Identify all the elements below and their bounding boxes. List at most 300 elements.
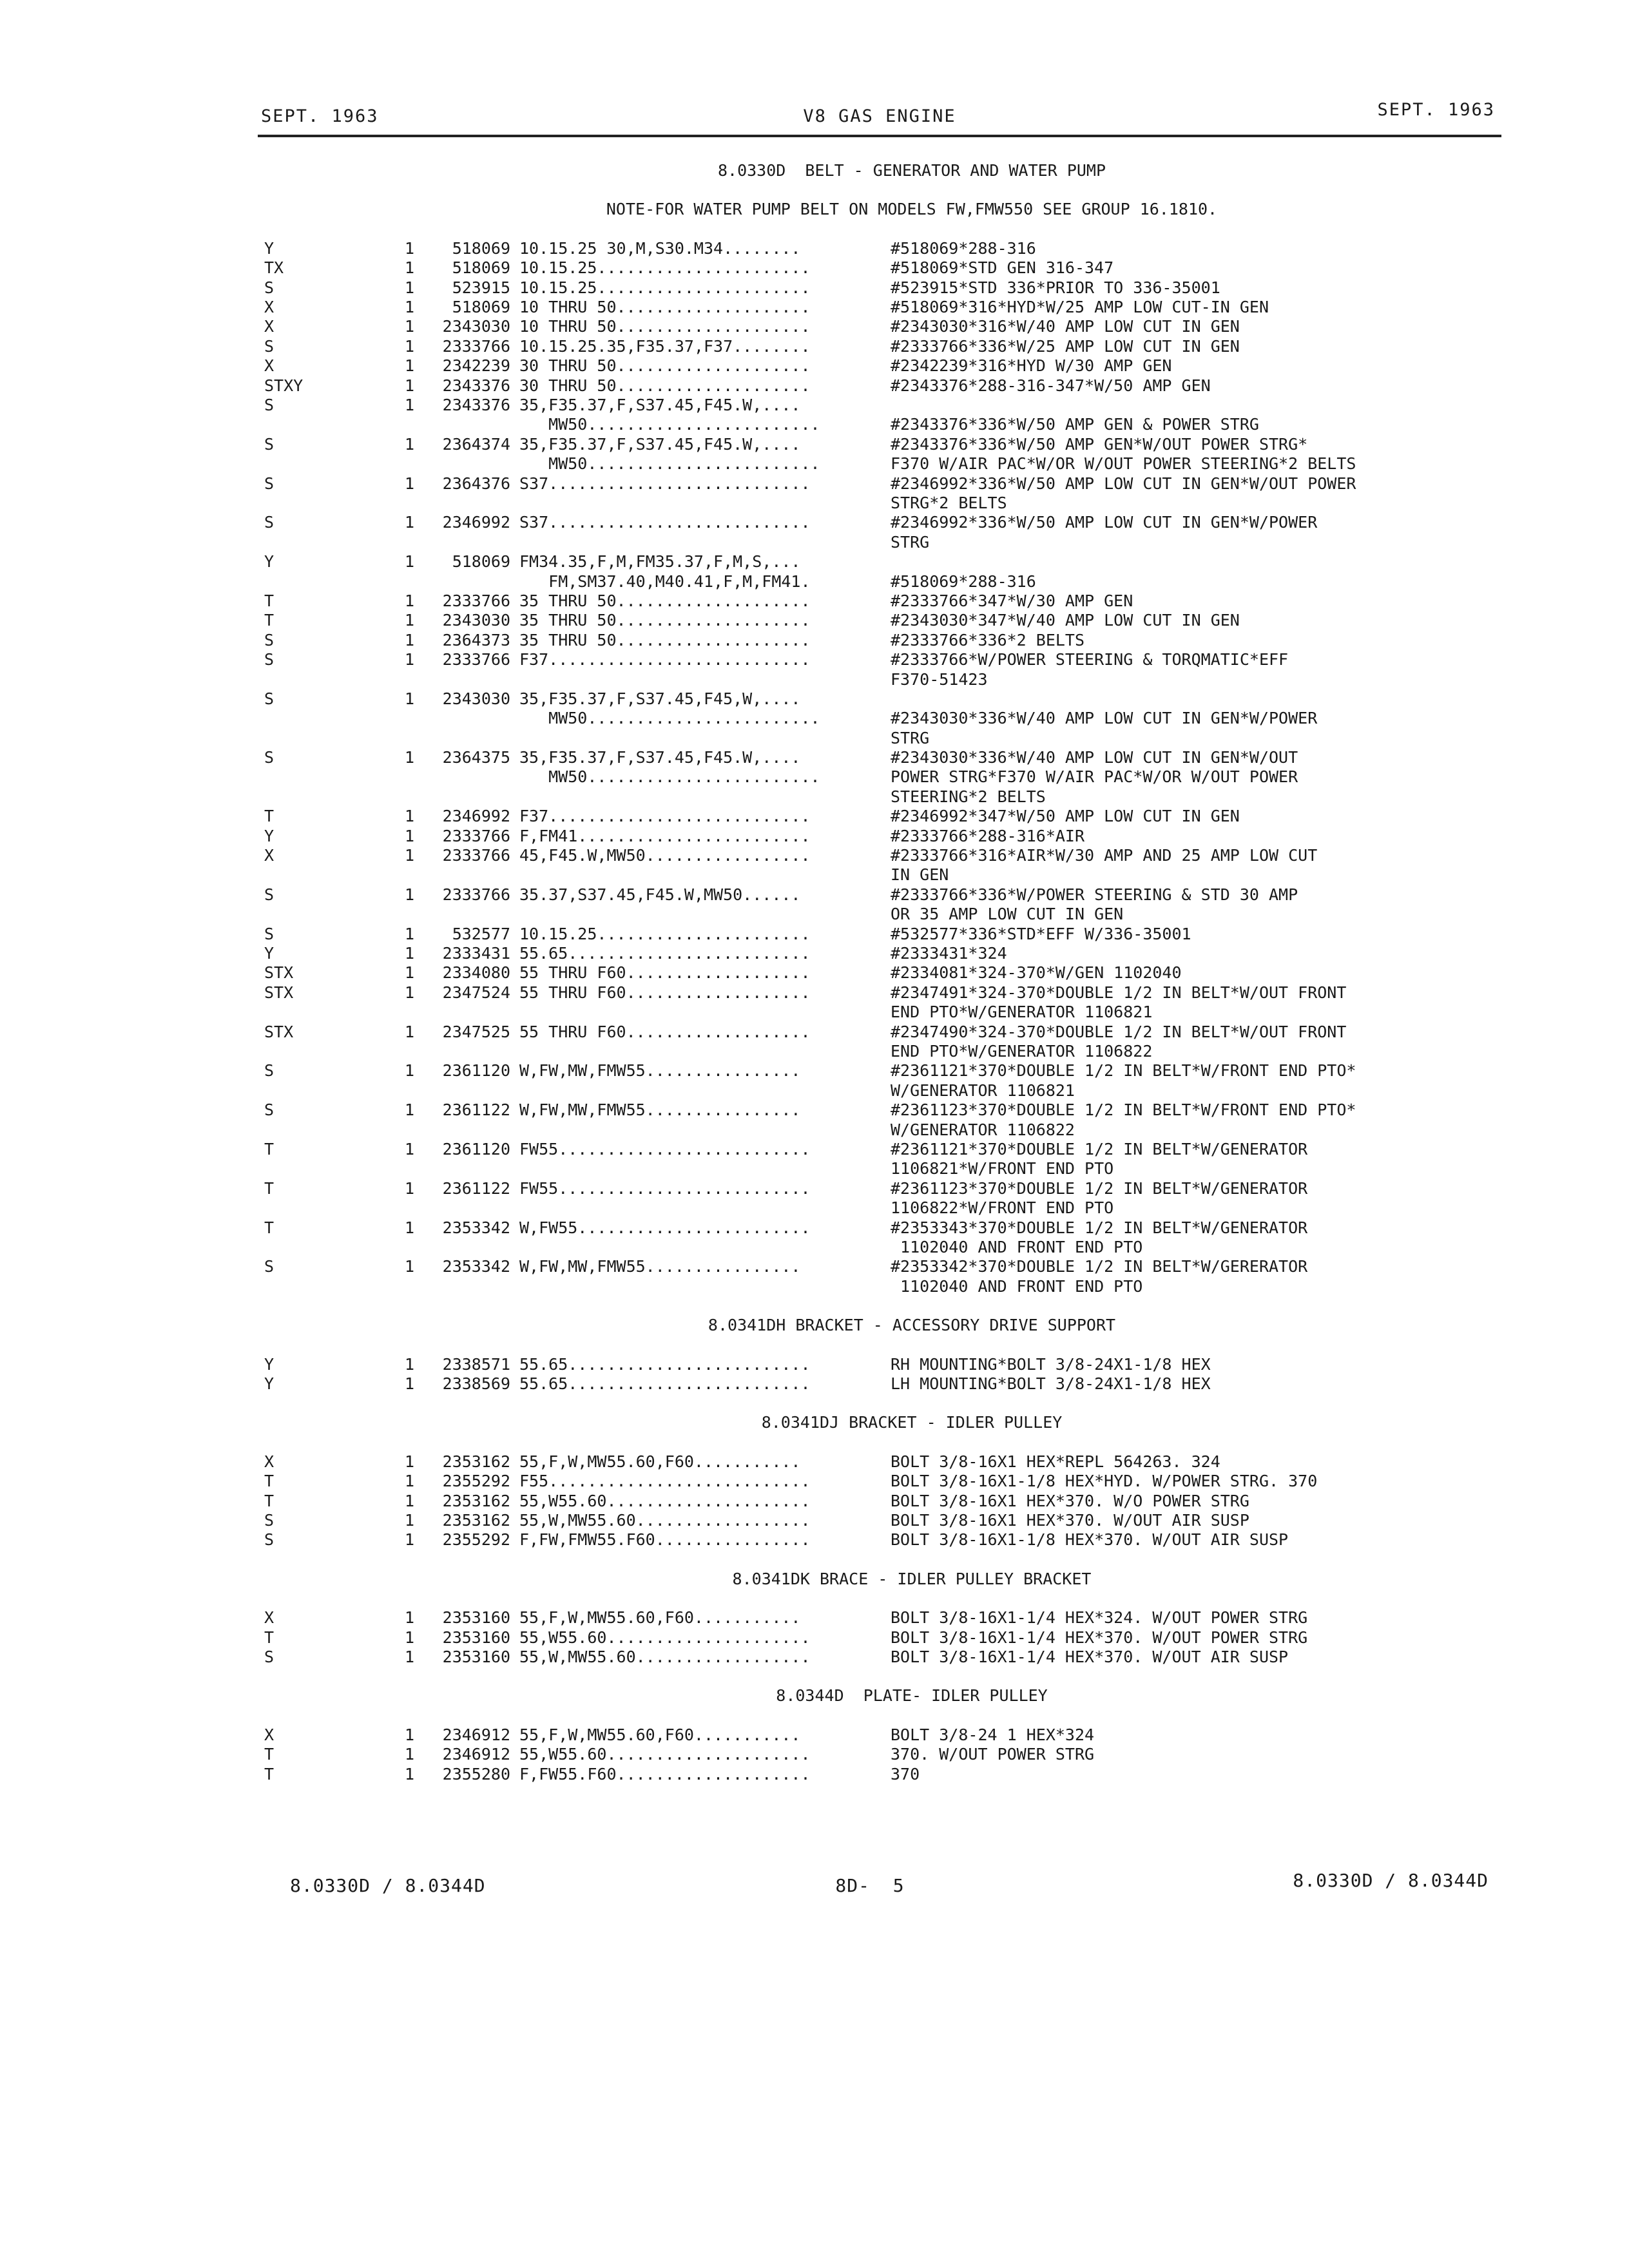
remarks-line: #2353342*370*DOUBLE 1/2 IN BELT*W/GERERATOR xyxy=(891,1257,1308,1276)
model-application xyxy=(519,748,820,787)
section-title: 8.0344D PLATE- IDLER PULLEY xyxy=(776,1686,1048,1706)
remarks-line: STRG xyxy=(891,532,930,552)
remarks-line: F370 W/AIR PAC*W/OR W/OUT POWER STEERING*2 BELTS xyxy=(891,454,1356,474)
part-row xyxy=(264,1608,1501,1628)
part-number: 2343030 xyxy=(442,611,510,630)
application-line: 35,F35.37,F,S37.45,F45,W,.... xyxy=(519,689,801,708)
application-line: W,FW55........................ xyxy=(519,1218,811,1237)
application-line: 55 THRU F60................... xyxy=(519,1022,811,1041)
quantity: 1 xyxy=(405,630,415,649)
part-row xyxy=(264,1530,1501,1550)
part-number: 2333431 xyxy=(442,944,510,963)
part-row xyxy=(264,1140,1501,1179)
part-number: 2364374 xyxy=(442,434,510,454)
remarks-line: #518069*288-316 xyxy=(891,572,1036,591)
section-title: 8.0341DJ BRACKET - IDLER PULLEY xyxy=(761,1413,1063,1432)
model-code: X xyxy=(264,317,275,336)
part-row xyxy=(264,1628,1501,1648)
application-line: 10.15.25...................... xyxy=(519,924,811,943)
part-remarks xyxy=(891,1061,1356,1100)
model-code: T xyxy=(264,1745,275,1764)
part-remarks xyxy=(891,925,1191,944)
quantity: 1 xyxy=(405,944,415,963)
part-number: 2343030 xyxy=(442,689,510,708)
remarks-line xyxy=(891,396,1259,415)
model-application xyxy=(519,1648,811,1667)
model-application xyxy=(519,1140,811,1159)
remarks-line: #518069*STD GEN 316-347 xyxy=(891,258,1114,278)
part-number: 2333766 xyxy=(442,591,510,610)
quantity: 1 xyxy=(405,317,415,336)
part-row xyxy=(264,885,1501,925)
remarks-line: 1106821*W/FRONT END PTO xyxy=(891,1159,1114,1178)
application-line: 30 THRU 50.................... xyxy=(519,376,811,395)
part-number: 2342239 xyxy=(442,356,510,376)
model-code: S xyxy=(264,1100,275,1120)
quantity: 1 xyxy=(405,1178,415,1198)
model-code: STX xyxy=(264,1022,294,1041)
part-number: 2333766 xyxy=(442,826,510,845)
remarks-line: F370-51423 xyxy=(891,669,988,689)
part-row xyxy=(264,944,1501,963)
part-row xyxy=(264,337,1501,356)
remarks-line: OR 35 AMP LOW CUT IN GEN xyxy=(891,905,1124,924)
model-code: T xyxy=(264,1218,275,1237)
part-row xyxy=(264,1492,1501,1511)
part-row xyxy=(264,278,1501,298)
model-code: X xyxy=(264,846,275,865)
part-number: 2334080 xyxy=(442,963,510,983)
quantity: 1 xyxy=(405,826,415,845)
part-row xyxy=(264,435,1501,474)
model-code: Y xyxy=(264,1354,275,1374)
model-application xyxy=(519,1765,811,1784)
application-line: 35,F35.37,F,S37.45,F45.W,.... xyxy=(519,748,801,767)
part-number: 2346912 xyxy=(442,1745,510,1764)
part-remarks xyxy=(891,435,1356,474)
model-application xyxy=(519,1355,811,1374)
part-number: 2346992 xyxy=(442,807,510,826)
footer-section-range-left: 8.0330D / 8.0344D xyxy=(290,1875,486,1896)
page-header xyxy=(258,100,1501,137)
model-code: T xyxy=(264,1472,275,1491)
part-remarks xyxy=(891,1745,1094,1764)
quantity: 1 xyxy=(405,1647,415,1666)
application-line: 55.65......................... xyxy=(519,944,811,963)
remarks-line: END PTO*W/GENERATOR 1106821 xyxy=(891,1003,1153,1022)
quantity: 1 xyxy=(405,611,415,630)
part-number: 2361122 xyxy=(442,1100,510,1120)
quantity: 1 xyxy=(405,1725,415,1744)
remarks-line: 370. W/OUT POWER STRG xyxy=(891,1745,1095,1764)
model-application xyxy=(519,650,811,669)
model-code: T xyxy=(264,591,275,610)
quantity: 1 xyxy=(405,924,415,943)
part-row xyxy=(264,298,1501,317)
model-code: T xyxy=(264,1491,275,1510)
application-line: 55,F,W,MW55.60,F60........... xyxy=(519,1452,801,1471)
model-code: Y xyxy=(264,1374,275,1393)
application-line: MW50........................ xyxy=(519,415,820,434)
application-line: W,FW,MW,FMW55................ xyxy=(519,1061,801,1081)
section-note: NOTE-FOR WATER PUMP BELT ON MODELS FW,FMW550 SEE GROUP 16.1810. xyxy=(606,200,1218,219)
model-application xyxy=(519,827,811,846)
model-code: Y xyxy=(264,552,275,572)
model-application xyxy=(519,396,820,435)
page-footer xyxy=(290,1870,1489,1901)
part-remarks xyxy=(891,611,1240,630)
part-remarks xyxy=(891,317,1240,336)
application-line: 55,F,W,MW55.60,F60........... xyxy=(519,1608,801,1628)
remarks-line: BOLT 3/8-24 1 HEX*324 xyxy=(891,1725,1095,1744)
quantity: 1 xyxy=(405,1491,415,1510)
quantity: 1 xyxy=(405,278,415,297)
model-code: S xyxy=(264,748,275,767)
application-line: 10 THRU 50.................... xyxy=(519,317,811,336)
application-line: 55,F,W,MW55.60,F60........... xyxy=(519,1725,801,1744)
application-line: FM34.35,F,M,FM35.37,F,M,S,... xyxy=(519,552,801,572)
model-code: S xyxy=(264,395,275,414)
model-application xyxy=(519,1745,811,1764)
part-remarks xyxy=(891,631,1084,650)
model-application xyxy=(519,1023,811,1042)
part-remarks xyxy=(891,963,1182,983)
remarks-line: STRG*2 BELTS xyxy=(891,493,1007,512)
model-code: T xyxy=(264,1140,275,1158)
part-row xyxy=(264,1023,1501,1062)
model-code: S xyxy=(264,1257,275,1276)
application-line: 55,W,MW55.60.................. xyxy=(519,1647,811,1666)
part-remarks xyxy=(891,748,1298,807)
section-title: 8.0341DH BRACKET - ACCESSORY DRIVE SUPPORT xyxy=(708,1316,1116,1335)
quantity: 1 xyxy=(405,748,415,767)
part-row xyxy=(264,1648,1501,1667)
remarks-line: #2343030*316*W/40 AMP LOW CUT IN GEN xyxy=(891,317,1240,336)
quantity: 1 xyxy=(405,513,415,532)
quantity: 1 xyxy=(405,1608,415,1628)
remarks-line: BOLT 3/8-16X1-1/4 HEX*370. W/OUT AIR SUSP xyxy=(891,1647,1289,1666)
quantity: 1 xyxy=(405,1452,415,1471)
remarks-line: STRG xyxy=(891,728,930,747)
application-line: 55,W,MW55.60.................. xyxy=(519,1510,811,1530)
quantity: 1 xyxy=(405,297,415,316)
part-remarks xyxy=(891,376,1211,396)
part-row xyxy=(264,1374,1501,1394)
model-code: Y xyxy=(264,826,275,845)
part-row xyxy=(264,689,1501,748)
quantity: 1 xyxy=(405,963,415,983)
remarks-line: #2361123*370*DOUBLE 1/2 IN BELT*W/GENERATOR xyxy=(891,1178,1308,1198)
model-code: X xyxy=(264,297,275,316)
section-gap xyxy=(264,1589,1501,1608)
part-number: 2333766 xyxy=(442,650,510,669)
quantity: 1 xyxy=(405,1140,415,1158)
part-remarks xyxy=(891,258,1113,278)
remarks-line: LH MOUNTING*BOLT 3/8-24X1-1/8 HEX xyxy=(891,1374,1211,1393)
part-remarks xyxy=(891,337,1240,356)
model-application xyxy=(519,435,820,474)
application-line: FW55.......................... xyxy=(519,1178,811,1198)
part-remarks xyxy=(891,1140,1307,1179)
part-number: 2347525 xyxy=(442,1022,510,1041)
part-remarks xyxy=(891,1765,920,1784)
model-application xyxy=(519,846,811,865)
part-row xyxy=(264,396,1501,435)
model-application xyxy=(519,1628,811,1648)
model-application xyxy=(519,983,811,1003)
remarks-line: #2347490*324-370*DOUBLE 1/2 IN BELT*W/OUT FRONT xyxy=(891,1022,1347,1041)
part-remarks xyxy=(891,396,1259,435)
part-remarks xyxy=(891,1218,1307,1258)
model-application xyxy=(519,1608,801,1628)
application-line: F,FM41........................ xyxy=(519,826,811,845)
application-line: 55.65......................... xyxy=(519,1374,811,1393)
part-number: 518069 xyxy=(452,297,510,316)
model-application xyxy=(519,1492,811,1511)
part-remarks xyxy=(891,983,1346,1023)
part-number: 2346992 xyxy=(442,513,510,532)
application-line: 55,W55.60..................... xyxy=(519,1491,811,1510)
part-number: 2353160 xyxy=(442,1628,510,1647)
remarks-line: #2333431*324 xyxy=(891,944,1007,963)
model-application xyxy=(519,611,811,630)
application-line: 10.15.25.35,F35.37,F37........ xyxy=(519,336,811,356)
remarks-line: #2361121*370*DOUBLE 1/2 IN BELT*W/GENERATOR xyxy=(891,1140,1308,1158)
quantity: 1 xyxy=(405,807,415,826)
model-application xyxy=(519,513,811,532)
part-number: 518069 xyxy=(452,552,510,572)
part-row xyxy=(264,376,1501,396)
application-line: F,FW55.F60.................... xyxy=(519,1764,811,1783)
part-row xyxy=(264,650,1501,689)
section-gap xyxy=(264,1433,1501,1452)
part-remarks xyxy=(891,846,1317,885)
quantity: 1 xyxy=(405,552,415,572)
remarks-line: 1102040 AND FRONT END PTO xyxy=(891,1276,1143,1296)
section-gap xyxy=(264,1550,1501,1570)
remarks-line: #2353343*370*DOUBLE 1/2 IN BELT*W/GENERATOR xyxy=(891,1218,1308,1237)
part-remarks xyxy=(891,239,1036,258)
quantity: 1 xyxy=(405,1628,415,1647)
part-number: 532577 xyxy=(452,924,510,943)
section-title: 8.0341DK BRACE - IDLER PULLEY BRACKET xyxy=(732,1569,1092,1588)
part-remarks xyxy=(891,1472,1317,1491)
model-application xyxy=(519,337,811,356)
application-line: F37........................... xyxy=(519,807,811,826)
part-number: 2343376 xyxy=(442,395,510,414)
model-code: T xyxy=(264,611,275,630)
remarks-line: #2333766*288-316*AIR xyxy=(891,826,1085,845)
part-row xyxy=(264,925,1501,944)
remarks-line: #2346992*336*W/50 AMP LOW CUT IN GEN*W/POWER xyxy=(891,513,1318,532)
quantity: 1 xyxy=(405,591,415,610)
part-number: 2353162 xyxy=(442,1452,510,1471)
model-code: X xyxy=(264,1452,275,1471)
part-number: 2353160 xyxy=(442,1608,510,1628)
part-row xyxy=(264,356,1501,376)
model-application xyxy=(519,317,811,336)
part-remarks xyxy=(891,689,1317,748)
quantity: 1 xyxy=(405,434,415,454)
part-row xyxy=(264,591,1501,611)
part-number: 2355292 xyxy=(442,1472,510,1491)
part-number: 2343376 xyxy=(442,376,510,395)
part-row xyxy=(264,1179,1501,1218)
application-line: 35,F35.37,F,S37.45,F45.W,.... xyxy=(519,434,801,454)
part-row xyxy=(264,552,1501,591)
application-line: 55.65......................... xyxy=(519,1354,811,1374)
section-gap xyxy=(264,1336,1501,1355)
part-row xyxy=(264,513,1501,552)
model-application xyxy=(519,1472,811,1491)
model-code: T xyxy=(264,1178,275,1198)
model-application xyxy=(519,376,811,396)
model-code: S xyxy=(264,1510,275,1530)
remarks-line: #2361121*370*DOUBLE 1/2 IN BELT*W/FRONT END PTO* xyxy=(891,1061,1356,1081)
part-row xyxy=(264,317,1501,336)
part-remarks xyxy=(891,1355,1211,1374)
remarks-line: #2346992*336*W/50 AMP LOW CUT IN GEN*W/OUT POWER xyxy=(891,474,1356,493)
part-row xyxy=(264,258,1501,278)
section-gap xyxy=(264,1394,1501,1413)
model-code: S xyxy=(264,434,275,454)
application-line: S37........................... xyxy=(519,474,811,493)
footer-page-number: 8D- 5 xyxy=(835,1875,905,1896)
remarks-line: #2361123*370*DOUBLE 1/2 IN BELT*W/FRONT END PTO* xyxy=(891,1100,1356,1120)
part-row xyxy=(264,963,1501,983)
model-code: S xyxy=(264,1647,275,1666)
model-code: T xyxy=(264,807,275,826)
model-application xyxy=(519,278,811,298)
remarks-line: #518069*316*HYD*W/25 AMP LOW CUT-IN GEN xyxy=(891,297,1269,316)
model-application xyxy=(519,1725,801,1745)
part-row xyxy=(264,748,1501,807)
quantity: 1 xyxy=(405,238,415,258)
section-gap xyxy=(264,1706,1501,1725)
footer-section-range-right: 8.0330D / 8.0344D xyxy=(1293,1870,1489,1891)
part-remarks xyxy=(891,1452,1220,1472)
part-remarks xyxy=(891,1374,1211,1394)
section-gap xyxy=(264,180,1501,200)
model-code: X xyxy=(264,1608,275,1628)
remarks-line: POWER STRG*F370 W/AIR PAC*W/OR W/OUT POWER xyxy=(891,767,1298,787)
quantity: 1 xyxy=(405,336,415,356)
remarks-line xyxy=(891,689,1317,709)
application-line: 55 THRU F60................... xyxy=(519,963,811,983)
remarks-line: #2333766*347*W/30 AMP GEN xyxy=(891,591,1133,610)
model-code: S xyxy=(264,630,275,649)
part-remarks xyxy=(891,650,1288,689)
part-row xyxy=(264,631,1501,650)
model-code: S xyxy=(264,885,275,904)
remarks-line: BOLT 3/8-16X1 HEX*370. W/O POWER STRG xyxy=(891,1491,1249,1510)
application-line: 55,W55.60..................... xyxy=(519,1745,811,1764)
application-line: 35.37,S37.45,F45.W,MW50...... xyxy=(519,885,801,904)
part-number: 2347524 xyxy=(442,983,510,1002)
part-remarks xyxy=(891,827,1084,846)
header-date-right: SEPT. 1963 xyxy=(1377,100,1495,120)
application-line: W,FW,MW,FMW55................ xyxy=(519,1100,801,1120)
quantity: 1 xyxy=(405,1061,415,1081)
model-application xyxy=(519,963,811,983)
part-number: 518069 xyxy=(452,238,510,258)
model-code: S xyxy=(264,689,275,708)
part-remarks xyxy=(891,474,1356,514)
part-row xyxy=(264,846,1501,885)
remarks-line: BOLT 3/8-16X1 HEX*REPL 564263. 324 xyxy=(891,1452,1220,1471)
application-line: 10.15.25...................... xyxy=(519,258,811,278)
remarks-line: #2343376*336*W/50 AMP GEN & POWER STRG xyxy=(891,415,1259,434)
model-code: STXY xyxy=(264,376,304,395)
model-application xyxy=(519,689,820,729)
quantity: 1 xyxy=(405,1745,415,1764)
part-row xyxy=(264,1061,1501,1100)
part-number: 2364376 xyxy=(442,474,510,493)
part-remarks xyxy=(891,1257,1307,1296)
quantity: 1 xyxy=(405,1218,415,1237)
remarks-line: BOLT 3/8-16X1-1/4 HEX*370. W/OUT POWER STRG xyxy=(891,1628,1308,1647)
quantity: 1 xyxy=(405,258,415,278)
quantity: 1 xyxy=(405,356,415,376)
model-code: TX xyxy=(264,258,284,278)
remarks-line: #2347491*324-370*DOUBLE 1/2 IN BELT*W/OUT FRONT xyxy=(891,983,1347,1002)
remarks-line: IN GEN xyxy=(891,865,949,885)
section-gap xyxy=(264,1667,1501,1686)
application-line: 35,F35.37,F,S37.45,F45.W,.... xyxy=(519,395,801,414)
application-line: 10.15.25...................... xyxy=(519,278,811,297)
remarks-line: #2343030*347*W/40 AMP LOW CUT IN GEN xyxy=(891,611,1240,630)
remarks-line: BOLT 3/8-16X1 HEX*370. W/OUT AIR SUSP xyxy=(891,1510,1249,1530)
model-application xyxy=(519,356,811,376)
part-row xyxy=(264,1472,1501,1491)
part-number: 2361120 xyxy=(442,1140,510,1158)
part-remarks xyxy=(891,591,1133,611)
part-remarks xyxy=(891,1530,1288,1550)
application-line: 10.15.25 30,M,S30.M34........ xyxy=(519,238,801,258)
part-number: 2338569 xyxy=(442,1374,510,1393)
part-row xyxy=(264,1765,1501,1784)
part-number: 523915 xyxy=(452,278,510,297)
model-application xyxy=(519,1061,801,1081)
part-remarks xyxy=(891,885,1298,925)
application-line: 55,W55.60..................... xyxy=(519,1628,811,1647)
part-row xyxy=(264,827,1501,846)
model-code: S xyxy=(264,474,275,493)
part-row xyxy=(264,1355,1501,1374)
application-line: W,FW,MW,FMW55................ xyxy=(519,1257,801,1276)
application-line: 30 THRU 50.................... xyxy=(519,356,811,376)
header-title: V8 GAS ENGINE xyxy=(803,106,956,126)
remarks-line: #532577*336*STD*EFF W/336-35001 xyxy=(891,924,1191,943)
part-number: 2355280 xyxy=(442,1764,510,1783)
model-application xyxy=(519,1100,801,1120)
part-row xyxy=(264,1745,1501,1764)
model-application xyxy=(519,944,811,963)
application-line: MW50........................ xyxy=(519,454,820,474)
model-code: STX xyxy=(264,983,294,1002)
part-remarks xyxy=(891,1179,1307,1218)
remarks-line: BOLT 3/8-16X1-1/8 HEX*370. W/OUT AIR SUSP xyxy=(891,1530,1289,1550)
quantity: 1 xyxy=(405,689,415,708)
model-application xyxy=(519,1530,811,1550)
remarks-line: END PTO*W/GENERATOR 1106822 xyxy=(891,1042,1153,1061)
part-number: 2338571 xyxy=(442,1354,510,1374)
quantity: 1 xyxy=(405,1100,415,1120)
model-code: Y xyxy=(264,238,275,258)
remarks-line: #2343030*336*W/40 AMP LOW CUT IN GEN*W/POWER xyxy=(891,709,1318,728)
part-remarks xyxy=(891,1511,1249,1530)
remarks-line: 1106822*W/FRONT END PTO xyxy=(891,1198,1114,1218)
